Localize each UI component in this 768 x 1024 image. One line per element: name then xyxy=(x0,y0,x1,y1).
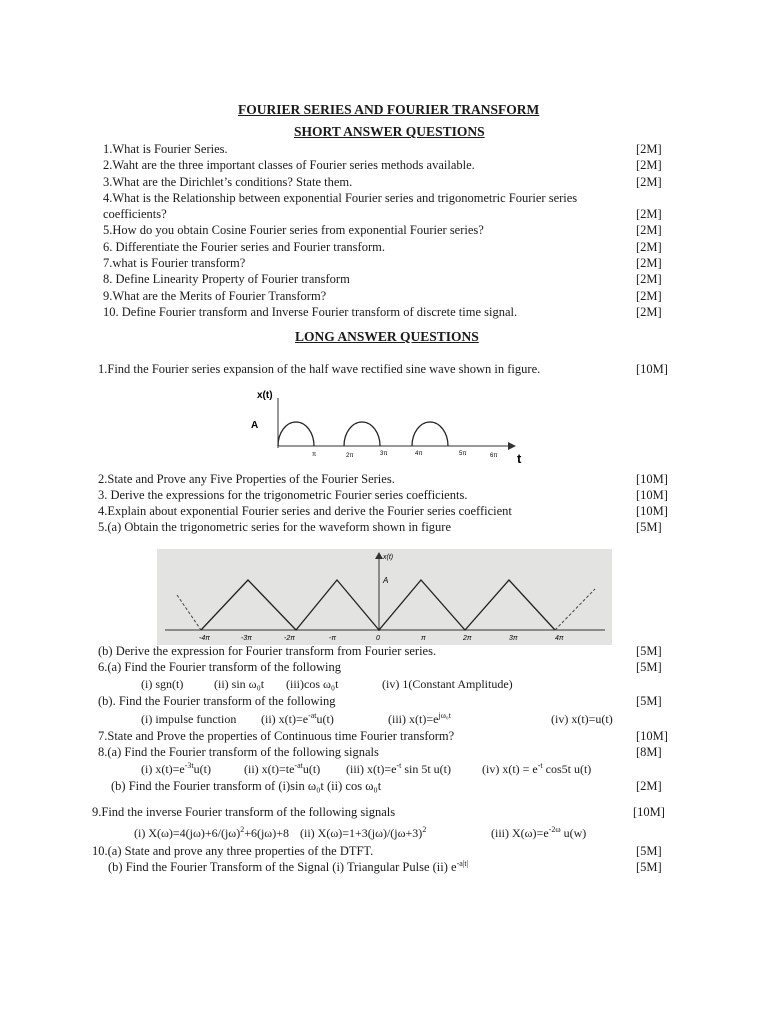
subpart-item: (ii) sin ω₀t xyxy=(214,677,265,691)
short-question: 4.What is the Relationship between exponential Fourier series and trigonometric Fourier series xyxy=(103,191,578,205)
question-mark: [2M] xyxy=(636,240,662,254)
question-mark: [5M] xyxy=(636,844,662,858)
long-question: 7.State and Prove the properties of Continuous time Fourier transform? xyxy=(98,729,455,743)
fig1-wave-lobe xyxy=(412,422,448,446)
question-mark: [2M] xyxy=(636,289,662,303)
fig2-tick-label: -π xyxy=(329,635,337,642)
long-question: 4.Explain about exponential Fourier series and derive the Fourier series coefficient xyxy=(98,504,512,518)
fig1-amplitude-label: A xyxy=(251,420,259,431)
fig2-ylabel: x(t) xyxy=(383,554,394,561)
fig1-xlabel: t xyxy=(517,451,522,466)
subpart-item: (iii) $X(\omega)=e^{-2\omega}$ u(w) xyxy=(491,825,587,840)
subpart-item: (iii) $x(t)=e^{-t}$ sin 5t u(t) xyxy=(346,761,451,776)
short-question: coefficients? xyxy=(103,207,167,221)
long-question: 1.Find the Fourier series expansion of the half wave rectified sine wave shown in figure. xyxy=(98,362,541,376)
question-mark: [10M] xyxy=(636,362,668,376)
question-mark: [2M] xyxy=(636,158,662,172)
long-question: (b) Derive the expression for Fourier transform from Fourier series. xyxy=(98,644,437,658)
fig2-tick-label: 0 xyxy=(376,635,380,642)
fig2-tick-label: π xyxy=(421,635,426,642)
fig1-tick-label: 5π xyxy=(459,451,467,457)
fig1-tick-label: 3π xyxy=(380,451,388,457)
question-mark: [10M] xyxy=(636,472,668,486)
question-mark: [5M] xyxy=(636,860,662,874)
half-wave-rectified-sine-figure xyxy=(240,384,540,468)
long-question: 2.State and Prove any Five Properties of the Fourier Series. xyxy=(98,472,395,486)
subpart-item: (i) impulse function xyxy=(141,712,237,726)
question-mark: [5M] xyxy=(636,520,662,534)
question-mark: [2M] xyxy=(636,272,662,286)
fig2-amplitude-label: A xyxy=(383,576,389,585)
fig2-tick-label: -3π xyxy=(241,635,252,642)
subpart-item: (iii)cos ω₀t xyxy=(286,677,339,691)
fig2-tick-label: -2π xyxy=(284,635,295,642)
question-mark: [10M] xyxy=(636,729,668,743)
question-mark: [2M] xyxy=(636,207,662,221)
short-question: 10. Define Fourier transform and Inverse Fourier transform of discrete time signal. xyxy=(103,305,518,319)
long-question: 8.(a) Find the Fourier transform of the following signals xyxy=(98,745,379,759)
fig1-x-arrow xyxy=(508,442,516,450)
question-mark: [2M] xyxy=(636,256,662,270)
long-answer-heading: LONG ANSWER QUESTIONS xyxy=(295,329,479,344)
subpart-item: (i) $X(\omega)=4(j\omega)+6/(j\omega)^2+6(j\omega)+8$ xyxy=(134,825,289,840)
long-question: 5.(a) Obtain the trigonometric series for the waveform shown in figure xyxy=(98,520,452,534)
question-mark: [5M] xyxy=(636,694,662,708)
short-question: 8. Define Linearity Property of Fourier transform xyxy=(103,272,350,286)
short-question: 7.what is Fourier transform? xyxy=(103,256,246,270)
fig1-tick-label: 2π xyxy=(346,453,354,459)
fig1-wave-lobe xyxy=(278,422,314,446)
fig1-tick-label: π xyxy=(312,452,317,458)
question-mark: [10M] xyxy=(633,805,665,819)
long-question: 3. Derive the expressions for the trigonometric Fourier series coefficients. xyxy=(98,488,468,502)
short-question: 2.Waht are the three important classes of Fourier series methods available. xyxy=(103,158,475,172)
question-mark: [2M] xyxy=(636,223,662,237)
question-mark: [5M] xyxy=(636,660,662,674)
fig2-tick-label: 3π xyxy=(509,635,518,642)
fig2-tick-label: 4π xyxy=(555,635,564,642)
fig1-wave-lobe xyxy=(344,422,380,446)
subpart-item: (iv) x(t)=u(t) xyxy=(551,712,613,726)
document-title: FOURIER SERIES AND FOURIER TRANSFORM xyxy=(238,102,540,117)
long-question: (b) Find the Fourier Transform of the Signal (i) Triangular Pulse (ii) $e^{-a|t|}$ xyxy=(108,858,469,874)
subpart-item: (iv) 1(Constant Amplitude) xyxy=(382,677,513,691)
long-question: (b). Find the Fourier transform of the following xyxy=(98,694,336,708)
fig1-tick-label: 4π xyxy=(415,451,423,457)
question-mark: [2M] xyxy=(636,779,662,793)
subpart-item: (ii) $x(t)=te^{-at}u(t)$ xyxy=(244,761,321,776)
question-mark: [10M] xyxy=(636,504,668,518)
question-mark: [2M] xyxy=(636,305,662,319)
subpart-item: (i) sgn(t) xyxy=(141,677,184,691)
question-mark: [8M] xyxy=(636,745,662,759)
long-question: (b) Find the Fourier transform of (i)sin ω₀t (ii) cos ω₀t xyxy=(111,779,382,793)
subpart-item: (iii) $x(t)=e^{j\omega_0t}$ xyxy=(388,711,451,726)
fig1-tick-label: 6π xyxy=(490,453,498,459)
long-question: 10.(a) State and prove any three properties of the DTFT. xyxy=(92,844,374,858)
fig1-ylabel: x(t) xyxy=(257,390,273,401)
short-question: 9.What are the Merits of Fourier Transform? xyxy=(103,289,327,303)
question-mark: [5M] xyxy=(636,644,662,658)
subpart-item: (ii) $x(t)=e^{-at}u(t)$ xyxy=(261,711,334,726)
question-mark: [10M] xyxy=(636,488,668,502)
fig2-tick-label: 2π xyxy=(463,635,472,642)
short-question: 1.What is Fourier Series. xyxy=(103,142,228,156)
question-mark: [2M] xyxy=(636,175,662,189)
long-question: 6.(a) Find the Fourier transform of the following xyxy=(98,660,342,674)
short-question: 3.What are the Dirichlet’s conditions? State them. xyxy=(103,175,353,189)
short-question: 5.How do you obtain Cosine Fourier series from exponential Fourier series? xyxy=(103,223,484,237)
fig2-tick-label: -4π xyxy=(199,635,210,642)
long-question: 9.Find the inverse Fourier transform of the following signals xyxy=(92,805,396,819)
short-question: 6. Differentiate the Fourier series and Fourier transform. xyxy=(103,240,385,254)
short-answer-heading: SHORT ANSWER QUESTIONS xyxy=(294,124,485,139)
subpart-item: (ii) $X(\omega)=1+3(j\omega)/(j\omega+3)^2$ xyxy=(300,825,427,840)
triangular-wave-figure xyxy=(157,549,612,645)
question-mark: [2M] xyxy=(636,142,662,156)
fig2-background xyxy=(157,549,612,645)
subpart-item: (i) $x(t)=e^{-3t}u(t)$ xyxy=(141,761,211,776)
subpart-item: (iv) $x(t) = e^{-t}$ cos5t u(t) xyxy=(482,761,592,776)
